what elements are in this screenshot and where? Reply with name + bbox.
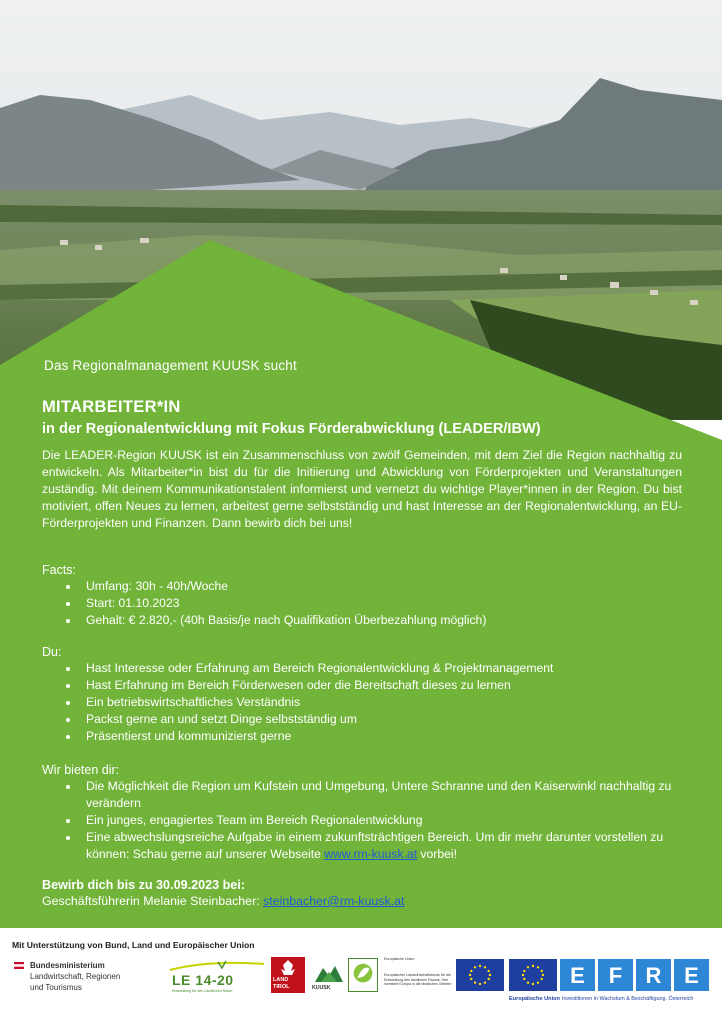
bullet-icon [66, 619, 70, 623]
bullet-icon [66, 602, 70, 606]
bullet-icon [66, 819, 70, 823]
intro-paragraph: Die LEADER-Region KUUSK ist ein Zusammenschluss von zwölf Gemeinden, mit dem Ziel die Region nachhaltig zu entwickeln. Als Mitarbeiter*in bist du für die Initiierung und Abwicklung von Förderprojekten und Veranstaltungen zuständig. Mit deinem Kommunikationstalent informierst und vernetzt du wichtige Player*innen in der Region. Du bist motiviert, offen Neues zu lernen, arbeitest gerne selbstständig und hast Interesse an der Regionalentwicklung, an EU-Förderprojekten und Finanzen. Dann bewirb dich bei uns! [42, 448, 682, 530]
facts-heading: Facts: [42, 563, 77, 577]
le-logo-subtitle: Entwicklung für den Ländlichen Raum [172, 989, 233, 993]
facts-list [66, 578, 686, 629]
land-tirol-text: LAND TIROL [273, 977, 290, 990]
le-logo-title: LE 14-20 [172, 972, 234, 988]
eu-agri-text: Europäischer Landwirtschaftsfonds für die Entwicklung des ländlichen Raums: Hier investiert Europa in die ländlichen Gebiete [384, 973, 452, 986]
bullet-icon [66, 735, 70, 739]
job-subtitle: in der Regionalentwicklung mit Fokus Förderabwicklung (LEADER/IBW) [42, 421, 541, 437]
list-item: Die Möglichkeit die Region um Kufstein und Umgebung, Untere Schranne und den Kaiserwinkl nachhaltig zu verändern [66, 778, 686, 812]
eu-agri-top-text: Europäische Union [384, 957, 415, 961]
email-link[interactable]: steinbacher@rm-kuusk.at [263, 894, 405, 908]
efre-letter: F [608, 963, 623, 988]
eu-flag-icon [456, 959, 504, 991]
list-item: Packst gerne an und setzt Dinge selbstständig um [66, 711, 686, 728]
du-heading: Du: [42, 645, 62, 659]
bullet-icon [66, 718, 70, 722]
austria-flag-icon [14, 962, 24, 969]
list-item: Umfang: 30h - 40h/Woche [66, 578, 686, 595]
list-item: Eine abwechslungsreiche Aufgabe in einem zukunftsträchtigen Bereich. Um dir mehr darunter vorstellen zu können: Schau gerne auf unserer Webseite www.rm-kuusk.at vorbei! [66, 829, 686, 863]
efre-letter: R [645, 963, 662, 988]
eu-union-sublabel: Investitionen in Wachstum & Beschäftigung. Österreich [562, 996, 694, 1002]
bullet-icon [66, 585, 70, 589]
website-link[interactable]: www.rm-kuusk.at [324, 847, 418, 861]
eu-flag-icon [509, 959, 557, 991]
list-item: Präsentierst und kommunizierst gerne [66, 728, 686, 745]
support-line: Mit Unterstützung von Bund, Land und Europäischer Union [12, 940, 255, 950]
list-item: Hast Erfahrung im Bereich Förderwesen oder die Bereitschaft dieses zu lernen [66, 677, 686, 694]
bullet-icon [66, 667, 70, 671]
eu-union-label: Europäische Union [509, 996, 560, 1002]
kuusk-logo-text: KUUSK [312, 985, 331, 991]
ministry-logo-text: Bundesministerium Landwirtschaft, Regionen und Tourismus [30, 961, 121, 992]
list-item: Gehalt: € 2.820,- (40h Basis/je nach Qualifikation Überbezahlung möglich) [66, 612, 686, 629]
efre-logo [560, 959, 710, 991]
bullet-icon [66, 785, 70, 789]
efre-letter: E [570, 963, 585, 988]
leader-leaf-icon [349, 959, 377, 991]
list-item: Start: 01.10.2023 [66, 595, 686, 612]
bullet-icon [66, 836, 70, 840]
job-title: MITARBEITER*IN [42, 398, 181, 416]
offer-list [66, 778, 686, 863]
apply-deadline: Bewirb dich bis zu 30.09.2023 bei: [42, 878, 245, 892]
efre-letter: E [684, 963, 699, 988]
list-item: Hast Interesse oder Erfahrung am Bereich Regionalentwicklung & Projektmanagement [66, 660, 686, 677]
bullet-icon [66, 684, 70, 688]
leader-logo [348, 958, 378, 992]
list-item: Ein junges, engagiertes Team im Bereich Regionalentwicklung [66, 812, 686, 829]
apply-contact: Geschäftsführerin Melanie Steinbacher: steinbacher@rm-kuusk.at [42, 894, 405, 908]
offer-heading: Wir bieten dir: [42, 763, 120, 777]
list-item: Ein betriebswirtschaftliches Verständnis [66, 694, 686, 711]
bullet-icon [66, 701, 70, 705]
du-list [66, 660, 686, 745]
kicker-text: Das Regionalmanagement KUUSK sucht [44, 358, 297, 373]
